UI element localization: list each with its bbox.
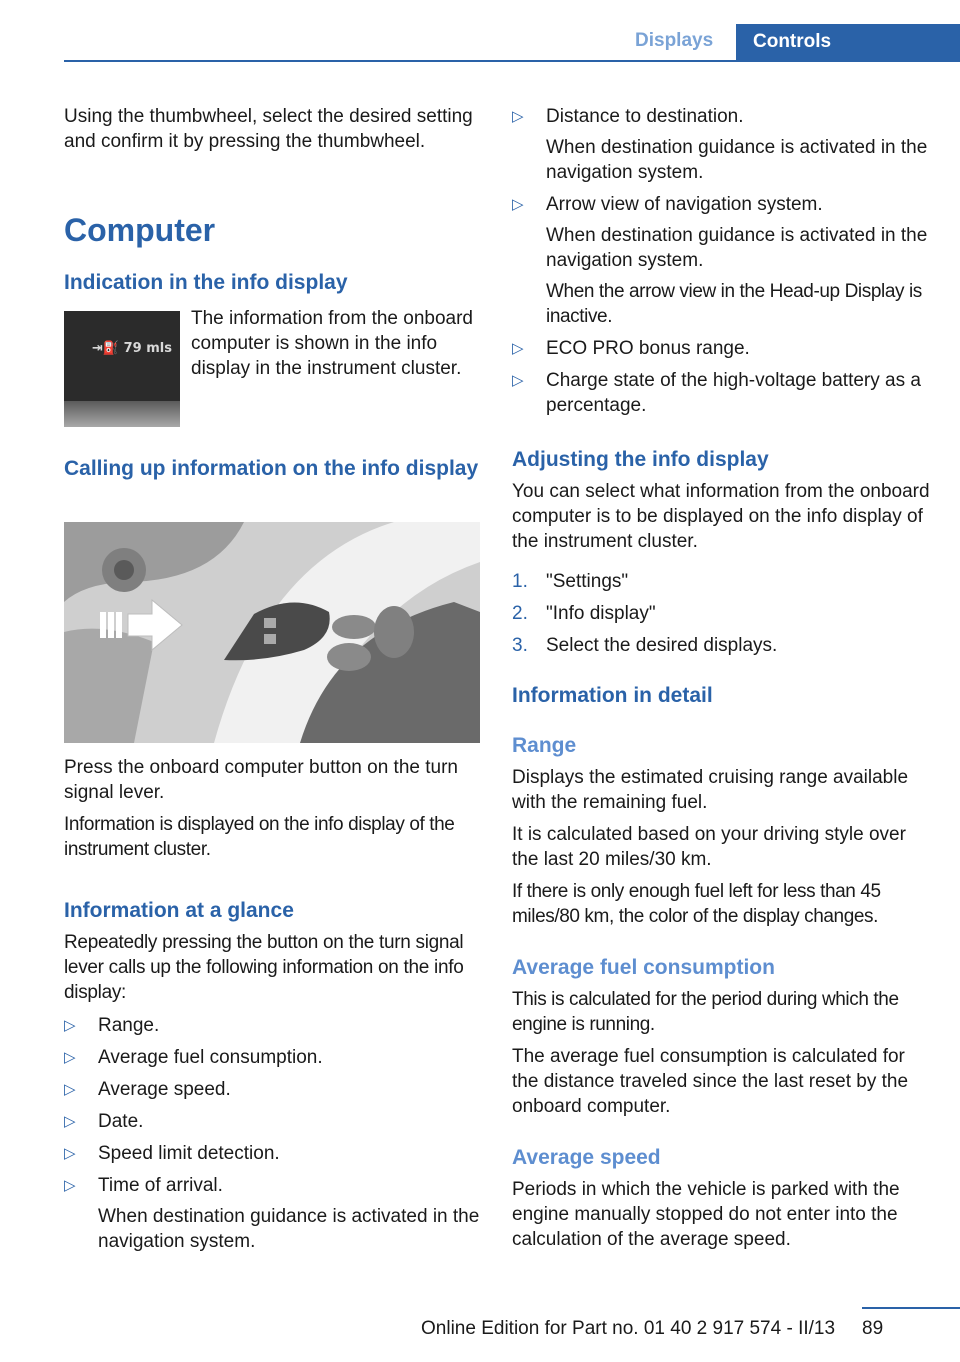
info-displayed-text: Information is displayed on the info display of the instrument cluster. <box>64 814 455 860</box>
range-text-2: It is calculated based on your driving style over the last 20 miles/30 km. <box>512 824 906 870</box>
page-number: 89 <box>862 1318 884 1339</box>
footer-rule <box>862 1307 960 1309</box>
heading-in-detail: Information in detail <box>512 684 713 707</box>
list-item: ▷ Average fuel consumption. <box>64 1047 323 1068</box>
list-item-note: When the arrow view in the Head-up Display is inactive. <box>546 281 922 327</box>
triangle-bullet-icon: ▷ <box>512 196 524 213</box>
list-item: ▷ ECO PRO bonus range. <box>512 338 750 359</box>
heading-at-a-glance: Information at a glance <box>64 899 294 922</box>
steering-wheel-illustration <box>64 522 480 743</box>
indication-text: The information from the onboard computer is shown in the info display in the instrument cluster. <box>191 308 473 379</box>
steps-list <box>512 569 932 658</box>
triangle-bullet-icon: ▷ <box>64 1113 76 1130</box>
list-item-note: When destination guidance is activated in the navigation system. <box>546 137 928 183</box>
fuel-text-1: This is calculated for the period during which the engine is running. <box>512 989 899 1035</box>
heading-indication: Indication in the info display <box>64 271 348 294</box>
list-item: ▷ Time of arrival. When destination guidance is activated in the navigation system. <box>64 1175 480 1252</box>
triangle-bullet-icon: ▷ <box>512 108 524 125</box>
list-item: 3. Select the desired displays. <box>512 635 778 656</box>
triangle-bullet-icon: ▷ <box>512 340 524 357</box>
speed-text-1: Periods in which the vehicle is parked with the engine manually stopped do not enter into the calculation of the average speed. <box>512 1179 900 1250</box>
triangle-bullet-icon: ▷ <box>512 372 524 389</box>
glance-list-continued <box>512 104 932 418</box>
range-text-1: Displays the estimated cruising range available with the remaining fuel. <box>512 767 909 813</box>
list-item-note: When destination guidance is activated in the navigation system. <box>546 225 928 271</box>
heading-range: Range <box>512 734 577 757</box>
heading-computer: Computer <box>64 212 216 248</box>
display-readout: ⇥⛽ 79 mls <box>92 341 172 356</box>
list-item: ▷ Distance to destination. When destination guidance is activated in the navigation system. <box>512 104 932 185</box>
header-chapter-tab: Controls <box>736 24 960 62</box>
heading-calling-up: Calling up information on the info display <box>64 457 479 480</box>
fuel-text-2: The average fuel consumption is calculated for the distance traveled since the last reset by the onboard computer. <box>512 1046 909 1117</box>
heading-adjusting: Adjusting the info display <box>512 448 769 471</box>
footer-edition: Online Edition for Part no. 01 40 2 917 574 - II/13 <box>421 1318 836 1339</box>
heading-average-fuel: Average fuel consumption <box>512 956 775 979</box>
intro-text: Using the thumbwheel, select the desired setting and confirm it by pressing the thumbwheel. <box>64 106 473 152</box>
triangle-bullet-icon: ▷ <box>64 1145 76 1162</box>
list-item: ▷ Arrow view of navigation system. When destination guidance is activated in the navigation system. When the arrow view in the Head-up Display is inactive. <box>512 192 932 329</box>
fuel-pump-icon: ⇥⛽ <box>92 341 120 356</box>
list-item: 2. "Info display" <box>512 603 656 624</box>
press-button-text: Press the onboard computer button on the turn signal lever. <box>64 757 458 803</box>
triangle-bullet-icon: ▷ <box>64 1049 76 1066</box>
list-item: 1. "Settings" <box>512 571 629 592</box>
list-item-note: When destination guidance is activated in the navigation system. <box>98 1206 480 1252</box>
triangle-bullet-icon: ▷ <box>64 1081 76 1098</box>
glance-list <box>64 1013 480 1254</box>
list-item: ▷ Range. <box>64 1015 160 1036</box>
list-item: ▷ Charge state of the high-voltage battery as a percentage. <box>512 370 921 416</box>
list-item: ▷ Speed limit detection. <box>64 1143 280 1164</box>
header-section: Displays <box>635 30 714 51</box>
list-item: ▷ Date. <box>64 1111 144 1132</box>
triangle-bullet-icon: ▷ <box>64 1017 76 1034</box>
steering-wheel-photo <box>64 522 480 743</box>
info-display-image <box>64 311 180 427</box>
glance-text: Repeatedly pressing the button on the turn signal lever calls up the following information on the info display: <box>64 932 464 1003</box>
triangle-bullet-icon: ▷ <box>64 1177 76 1194</box>
adjusting-text: You can select what information from the onboard computer is to be displayed on the info display of the instrument cluster. <box>512 481 930 552</box>
range-text-3: If there is only enough fuel left for less than 45 miles/80 km, the color of the display changes. <box>512 881 881 927</box>
heading-average-speed: Average speed <box>512 1146 661 1169</box>
list-item: ▷ Average speed. <box>64 1079 231 1100</box>
